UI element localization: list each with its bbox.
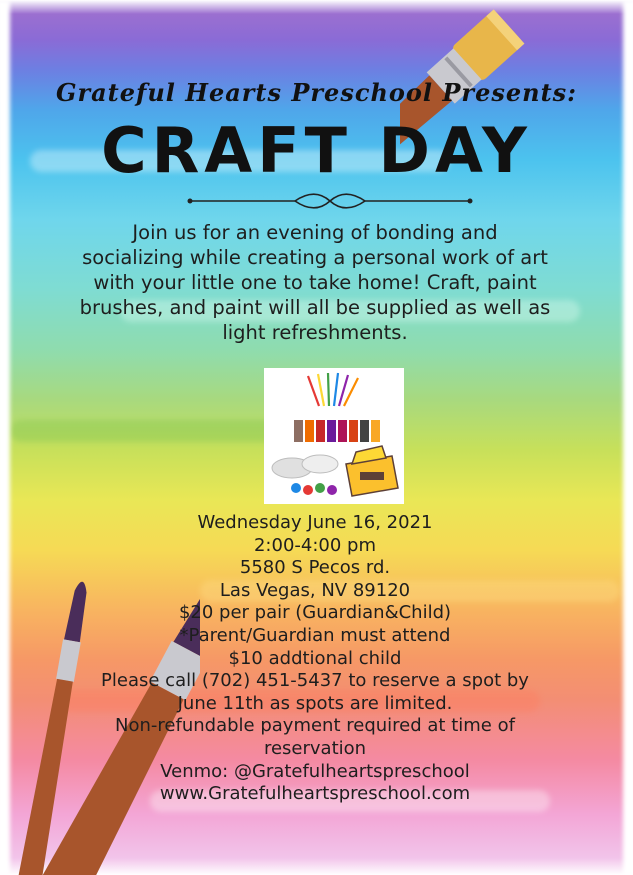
attendance-note: *Parent/Guardian must attend [179,624,451,646]
event-price: $20 per pair (Guardian&Child) [178,602,452,624]
payment-note: Non-refundable payment required at time of [115,715,515,737]
website-url: www.Gratefulheartspreschool.com [159,783,471,805]
presenter-line: Grateful Hearts Preschool Presents: [55,78,578,107]
event-street-address: 5580 S Pecos rd. [239,557,391,579]
venmo-handle: Venmo: @Gratefulheartspreschool [160,760,470,782]
description-line: Join us for an evening of bonding and [132,221,498,244]
event-date: Wednesday June 16, 2021 [197,512,433,533]
event-city-state: Las Vegas, NV 89120 [219,579,411,601]
event-time: 2:00-4:00 pm [253,534,377,556]
description-line: brushes, and paint will all be supplied as well as [79,296,551,319]
page-title: CRAFT DAY [101,114,532,187]
event-description [45,220,585,345]
ornament-divider-icon [180,192,480,210]
description-line: with your little one to take home! Craft, paint [93,271,537,294]
payment-note-continued: reservation [263,737,367,759]
event-details [80,512,550,806]
reservation-call: Please call (702) 451-5437 to reserve a spot by [101,670,529,692]
reservation-deadline: June 11th as spots are limited. [177,692,453,714]
description-line: socializing while creating a personal work of art [82,246,548,269]
additional-child-price: $10 addtional child [228,647,402,669]
description-line: light refreshments. [222,321,408,344]
craft-supplies-photo [264,368,404,504]
